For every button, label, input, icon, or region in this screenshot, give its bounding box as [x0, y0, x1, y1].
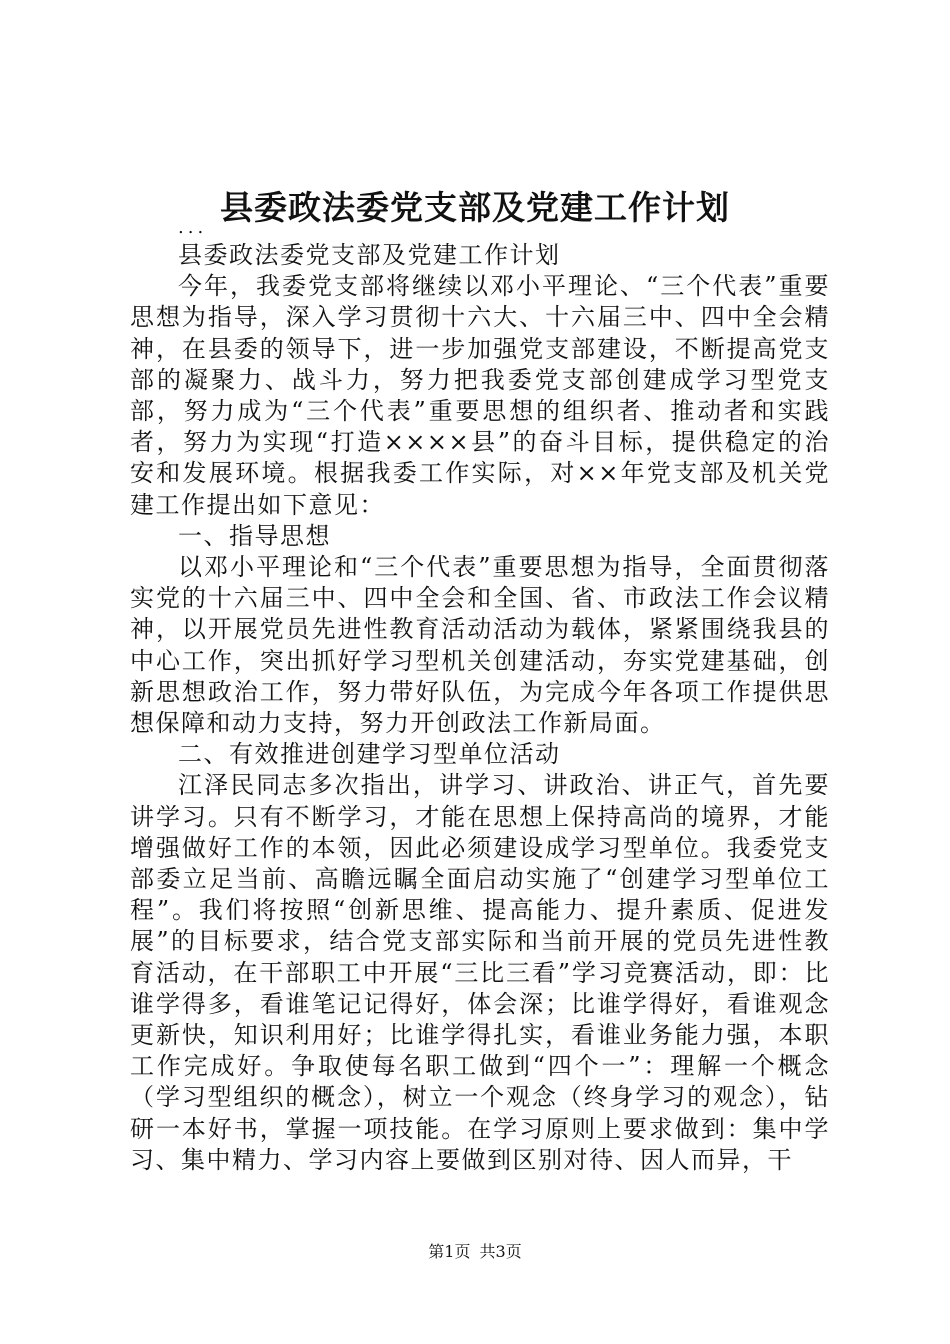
page-footer [0, 1241, 950, 1263]
learning-unit-paragraph: 江泽民同志多次指出，讲学习、讲政治、讲正气，首先要讲学习。只有不断学习，才能在思想上保持高尚的境界，才能增强做好工作的本领，因此必须建设成学习型单位。我委党支部委立足当前、高瞻远瞩全面启动实施了“创建学习型单位工程”。我们将按照“创新思维、提高能力、提升素质、促进发展”的目标要求，结合党支部实际和当前开展的党员先进性教育活动，在干部职工中开展“三比三看”学习竞赛活动，即：比谁学得多，看谁笔记记得好，体会深；比谁学得好，看谁观念更新快，知识利用好；比谁学得扎实，看谁业务能力强，本职工作完成好。争取使每名职工做到“四个一”：理解一个概念（学习型组织的概念），树立一个观念（终身学习的观念），钻研一本好书，掌握一项技能。在学习原则上要求做到：集中学习、集中精力、学习内容上要做到区别对待、因人而异，干 [130, 771, 830, 1174]
page-total: 共3页 [479, 1242, 522, 1261]
intro-paragraph: 今年，我委党支部将继续以邓小平理论、“三个代表”重要思想为指导，深入学习贯彻十六大、十六届三中、四中全会精神，在县委的领导下，进一步加强党支部建设，不断提高党支部的凝聚力、战斗力，努力把我委党支部创建成学习型党支部，努力成为“三个代表”重要思想的组织者、推动者和实践者，努力为实现“打造××××县”的奋斗目标，提供稳定的治安和发展环境。根据我委工作实际，对××年党支部及机关党建工作提出如下意见： [130, 272, 830, 519]
page-number: 第1页 [428, 1242, 471, 1261]
document-body [130, 240, 830, 1176]
subtitle-paragraph: 县委政法委党支部及党建工作计划 [178, 241, 561, 269]
guiding-thought-paragraph: 以邓小平理论和“三个代表”重要思想为指导，全面贯彻落实党的十六届三中、四中全会和全国、省、市政法工作会议精神，以开展党员先进性教育活动活动为载体，紧紧围绕我县的中心工作，突出抓好学习型机关创建活动，夯实党建基础，创新思想政治工作，努力带好队伍，为完成今年各项工作提供思想保障和动力支持，努力开创政法工作新局面。 [130, 553, 830, 738]
document-title: 县委政法委党支部及党建工作计划 [220, 188, 730, 227]
section-heading-learning-unit: 二、有效推进创建学习型单位活动 [178, 740, 561, 769]
ellipsis-marker: ... [178, 217, 208, 238]
section-heading-guiding-thought: 一、指导思想 [178, 521, 331, 550]
